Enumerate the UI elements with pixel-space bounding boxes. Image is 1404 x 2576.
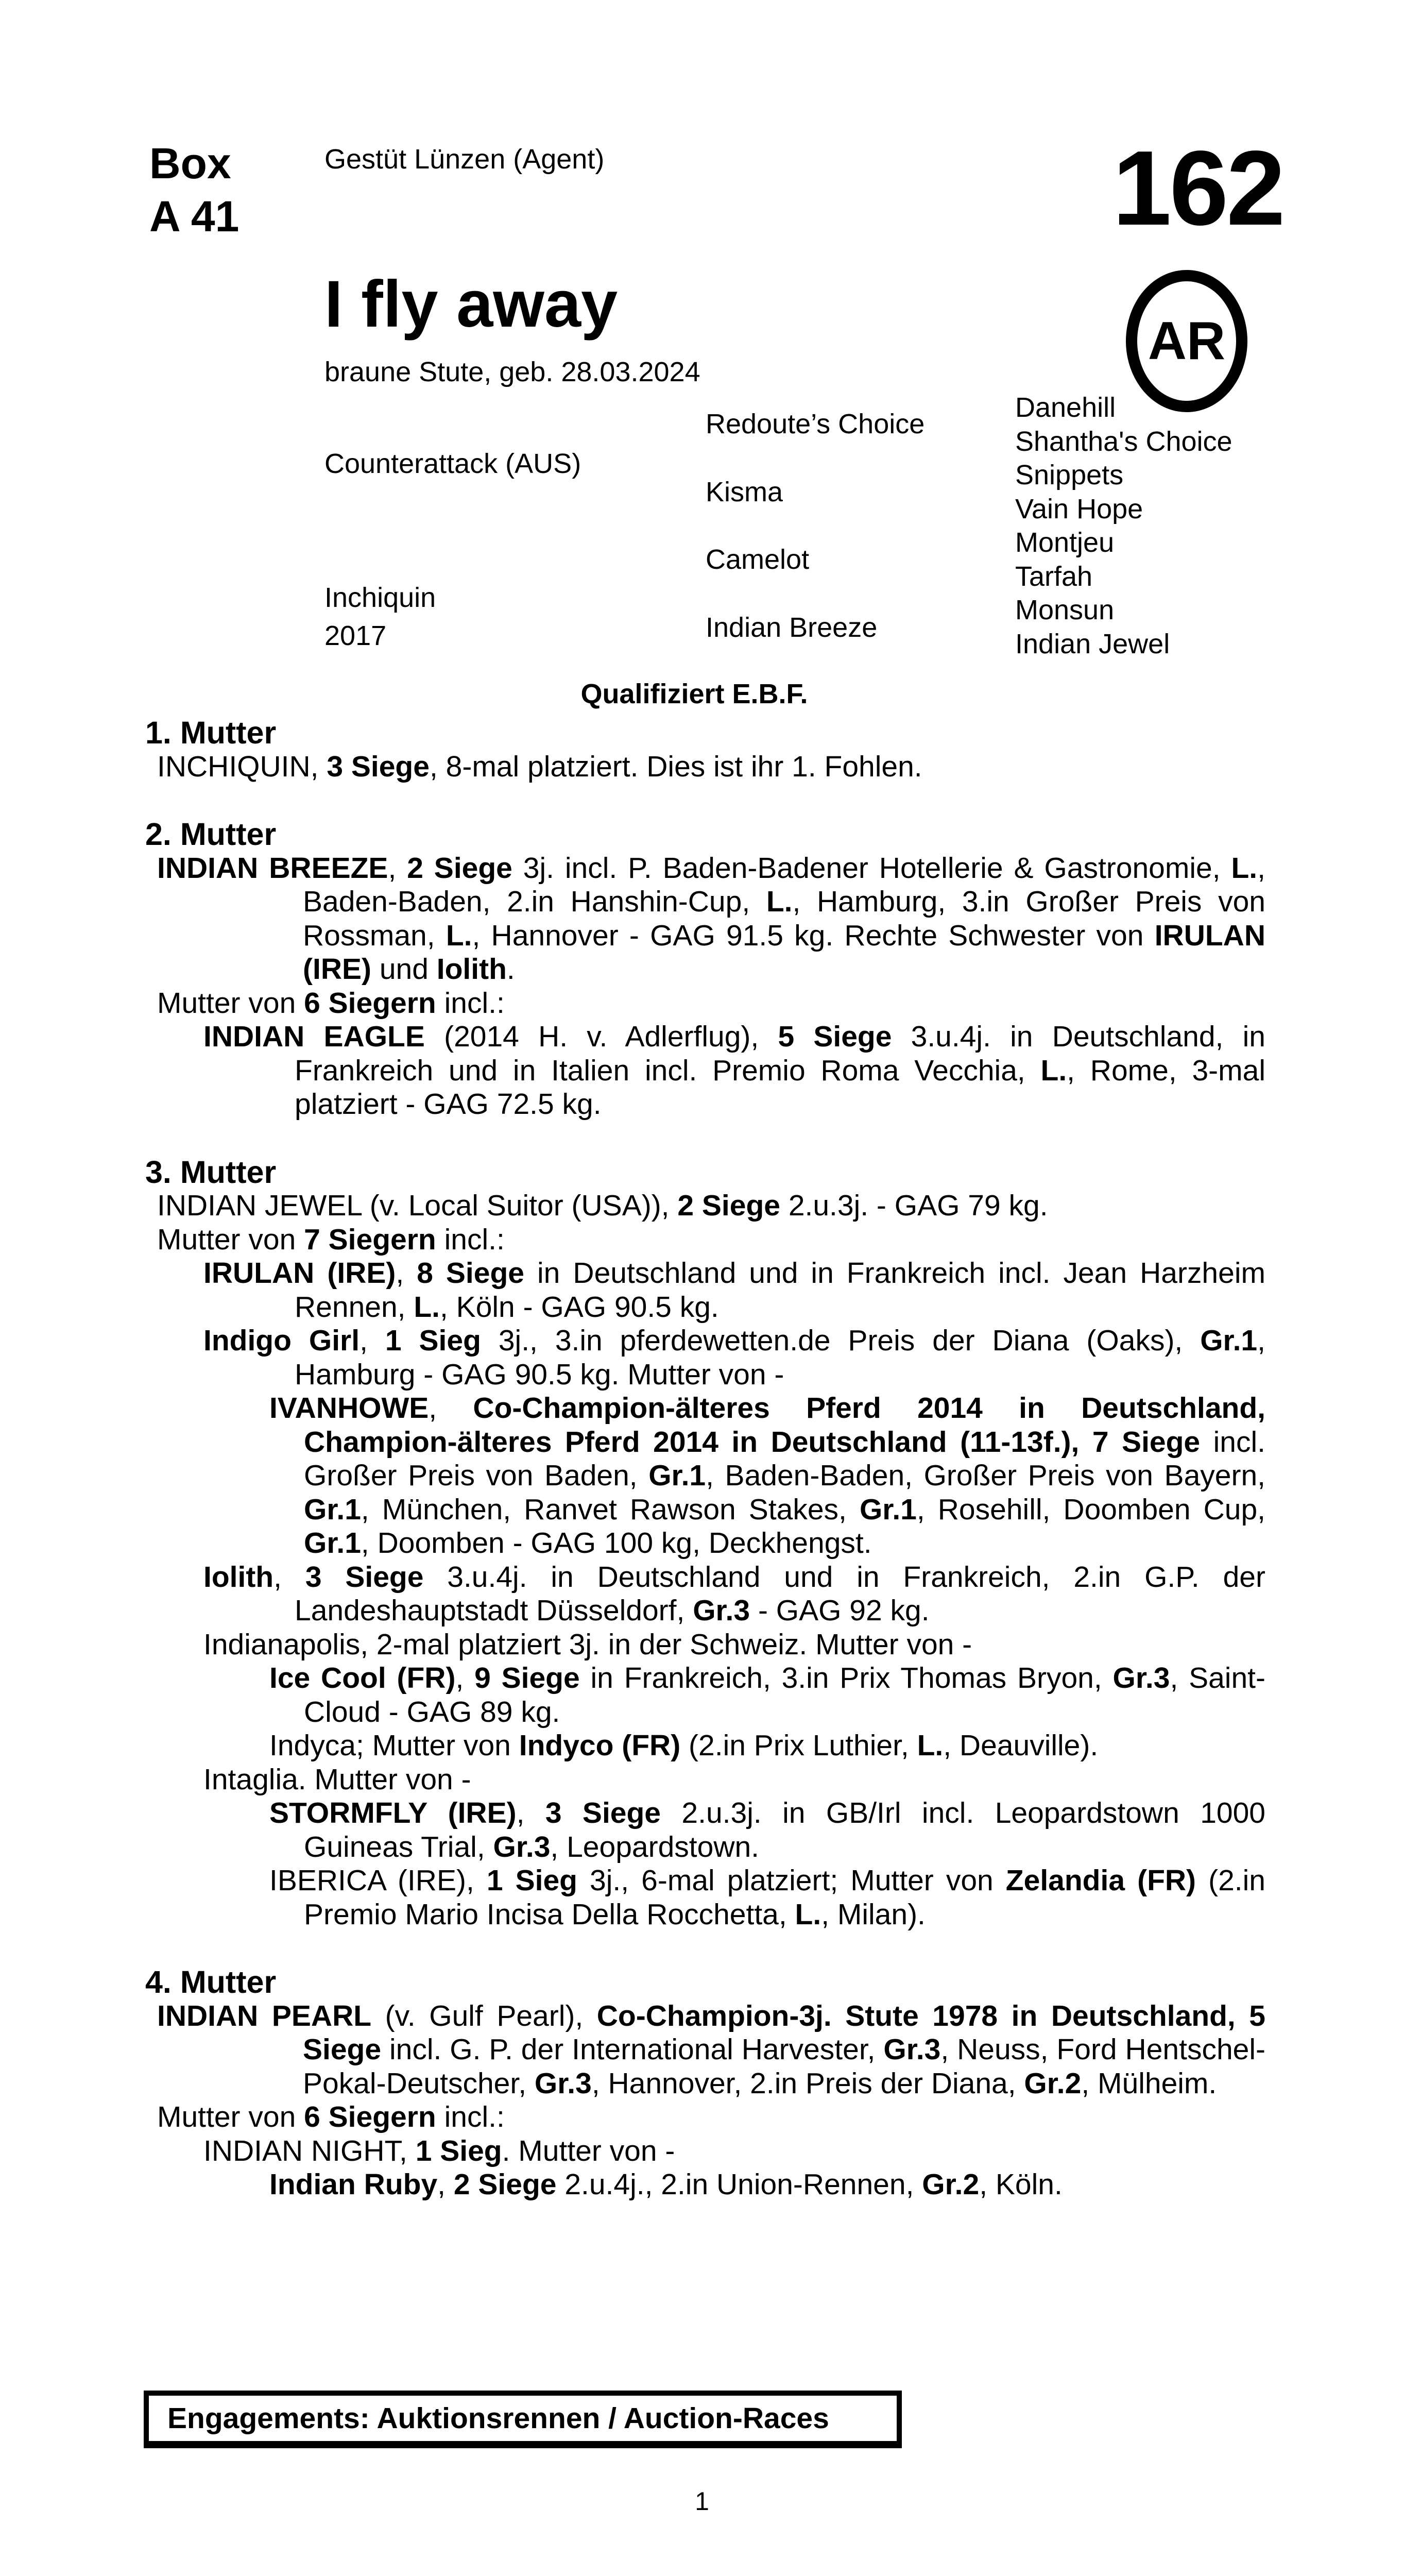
text-run: incl.: (436, 986, 505, 1020)
text-run: , (429, 1392, 473, 1425)
text-run: incl.: (436, 1223, 505, 1256)
pedigree-gen3: Tarfah (1015, 561, 1093, 592)
pedigree-entry (145, 2168, 1265, 2202)
text-run: 2.u.4j., 2.in Union-Rennen, (556, 2168, 922, 2201)
pedigree-entry (145, 1324, 1265, 1392)
text-run: Intaglia. Mutter von - (203, 1762, 471, 1796)
text-run: , (273, 1560, 305, 1594)
bold-text-run: Gr.1 (859, 1493, 917, 1526)
pedigree-entry (145, 1257, 1265, 1324)
section-mutter-2 (145, 818, 1265, 1122)
box-label: Box (149, 139, 231, 188)
text-run: Indyca; Mutter von (269, 1729, 519, 1762)
pedigree-dam: Inchiquin (324, 582, 436, 613)
pedigree-entry (145, 1662, 1265, 1729)
text-run: in Deutschland und in Frankreich incl. Jean Harzheim Rennen, (295, 1257, 1265, 1324)
text-run: , Baden-Baden, Großer Preis von Bayern, (706, 1459, 1265, 1492)
text-run: , Deauville). (943, 1729, 1099, 1762)
text-run: 3j., 6-mal platziert; Mutter von (577, 1864, 1006, 1897)
text-run: 2.u.3j. - GAG 79 kg. (780, 1189, 1048, 1222)
bold-text-run: L. (795, 1897, 821, 1931)
bold-text-run: Gr.1 (304, 1493, 361, 1526)
text-run: . (506, 953, 515, 986)
pedigree-entry (145, 1223, 1265, 1257)
horse-name: I fly away (324, 267, 618, 341)
bold-text-run: Co-Champion-älteres Pferd 2014 in Deutschland, Champion-älteres Pferd 2014 in Deutschland (11-13f.), 7 Siege (304, 1392, 1265, 1459)
pedigree-gen3: Monsun (1015, 595, 1115, 625)
bold-text-run: 3 Siege (305, 1560, 424, 1594)
pedigree-sire: Counterattack (AUS) (324, 448, 581, 479)
bold-text-run: 6 Siegern (304, 986, 436, 1020)
text-run: . Mutter von - (502, 2134, 675, 2167)
pedigree-entry (145, 2100, 1265, 2134)
text-run: , (388, 851, 407, 885)
bold-text-run: Zelandia (FR) (1005, 1864, 1196, 1897)
text-run: und (371, 953, 437, 986)
lot-number: 162 (1112, 129, 1283, 247)
text-run: , (455, 1662, 475, 1694)
text-run: , (359, 1324, 385, 1357)
bold-text-run: Indian Ruby (269, 2168, 438, 2201)
section-title: 2. Mutter (145, 817, 277, 852)
bold-text-run: Gr.3 (1112, 1662, 1170, 1694)
text-run: , Rome, 3-mal platziert - GAG 72.5 kg. (295, 1054, 1265, 1121)
bold-text-run: Gr.2 (922, 2168, 980, 2201)
pedigree-entry (145, 1999, 1265, 2101)
bold-text-run: INDIAN PEARL (157, 1999, 372, 2032)
bold-text-run: Gr.3 (534, 2066, 592, 2100)
pedigree-entry (145, 1628, 1265, 1662)
text-run: , Hamburg, 3.in Großer Preis von Rossman, (303, 885, 1265, 952)
qualification (0, 680, 1404, 708)
pedigree-entry (145, 750, 1265, 784)
text-run: (2.in Prix Luthier, (680, 1729, 917, 1762)
bold-text-run: 2 Siege (407, 851, 512, 885)
bold-text-run: 6 Siegern (304, 2100, 436, 2133)
text-run: INDIAN JEWEL (v. Local Suitor (USA)), (157, 1189, 678, 1222)
bold-text-run: Gr.3 (883, 2033, 941, 2066)
bold-text-run: Gr.1 (1200, 1324, 1258, 1357)
bold-text-run: IVANHOWE (269, 1392, 429, 1425)
text-run: , Neuss, Ford Hentschel-Pokal-Deutscher, (303, 2033, 1265, 2100)
text-run: Mutter von (157, 1223, 304, 1256)
pedigree-entry (145, 1729, 1265, 1763)
bold-text-run: IRULAN (IRE) (303, 919, 1265, 986)
pedigree-entry (145, 1864, 1265, 1931)
pedigree-gen3: Indian Jewel (1015, 629, 1170, 659)
pedigree-entry (145, 1763, 1265, 1797)
text-run: in Frankreich, 3.in Prix Thomas Bryon, (579, 1662, 1113, 1694)
pedigree-entry (145, 1189, 1265, 1223)
pedigree-entry (145, 1797, 1265, 1864)
pedigree-entry (145, 987, 1265, 1021)
pedigree-entry (145, 1020, 1265, 1122)
bold-text-run: 2 Siege (453, 2168, 557, 2201)
text-run: (2.in Premio Mario Incisa Della Rocchetta, (304, 1864, 1265, 1931)
bold-text-run: Gr.1 (648, 1459, 706, 1492)
section-mutter-1 (145, 716, 1265, 784)
pedigree-gen3: Snippets (1015, 460, 1124, 490)
text-run: , Köln. (979, 2168, 1063, 2201)
section-title: 1. Mutter (145, 715, 277, 750)
bold-text-run: INDIAN EAGLE (203, 1020, 425, 1053)
pedigree-entry (145, 1561, 1265, 1628)
horse-description: braune Stute, geb. 28.03.2024 (324, 357, 700, 387)
text-run: , Leopardstown. (550, 1830, 760, 1863)
bold-text-run: Ice Cool (FR) (269, 1662, 456, 1694)
auction-race-badge-icon (1126, 270, 1247, 412)
engagements-text: Engagements: Auktionsrennen / Auction-Races (167, 2402, 829, 2435)
bold-text-run: 3 Siege (327, 750, 430, 783)
text-run: incl.: (436, 2100, 505, 2133)
qualification-text: Qualifiziert E.B.F. (580, 679, 808, 709)
text-run: , (396, 1257, 417, 1290)
bold-text-run: L. (917, 1729, 944, 1762)
text-run: , München, Ranvet Rawson Stakes, (361, 1493, 860, 1526)
pedigree-dam-year: 2017 (324, 620, 387, 651)
bold-text-run: Gr.3 (693, 1594, 750, 1627)
pedigree-gen3: Montjeu (1015, 527, 1115, 558)
dam-line-sections (145, 716, 1265, 2202)
text-run: 3j. incl. P. Baden-Badener Hotellerie & Gastronomie, (512, 851, 1231, 885)
text-run: , Mülheim. (1081, 2066, 1217, 2100)
pedigree-gen3: Shantha's Choice (1015, 426, 1232, 457)
bold-text-run: Iolith (203, 1560, 274, 1594)
pedigree-sire-sire: Redoute’s Choice (706, 409, 925, 439)
pedigree-entry (145, 2134, 1265, 2168)
pedigree-sire-dam: Kisma (706, 477, 783, 507)
text-run: INDIAN NIGHT, (203, 2134, 416, 2167)
bold-text-run: L. (1040, 1054, 1067, 1087)
text-run: , Doomben - GAG 100 kg, Deckhengst. (361, 1527, 872, 1560)
section-mutter-3 (145, 1156, 1265, 1932)
pedigree-entry (145, 852, 1265, 987)
bold-text-run: 5 Siege (778, 1020, 892, 1053)
bold-text-run: 7 Siegern (304, 1223, 436, 1256)
text-run: , 8-mal platziert. Dies ist ihr 1. Fohlen. (429, 750, 922, 783)
pedigree-dam-sire: Camelot (706, 544, 810, 575)
text-run: , Milan). (821, 1897, 926, 1931)
text-run: 3.u.4j. in Deutschland und in Frankreich, 2.in G.P. der Landeshauptstadt Düsseldorf, (295, 1560, 1265, 1627)
text-run: Mutter von (157, 2100, 304, 2133)
text-run: , Hannover - GAG 91.5 kg. Rechte Schwester von (472, 919, 1155, 952)
text-run: IBERICA (IRE), (269, 1864, 487, 1897)
bold-text-run: 3 Siege (545, 1797, 661, 1829)
text-run: incl. Großer Preis von Baden, (304, 1425, 1265, 1492)
text-run: 2.u.3j. in GB/Irl incl. Leopardstown 1000 Guineas Trial, (304, 1797, 1265, 1863)
section-mutter-4 (145, 1965, 1265, 2202)
text-run: , Köln - GAG 90.5 kg. (440, 1290, 719, 1324)
text-run: INCHIQUIN, (157, 750, 327, 783)
bold-text-run: Gr.1 (304, 1527, 361, 1560)
page-number: 1 (695, 2487, 709, 2516)
text-run: (v. Gulf Pearl), (371, 1999, 597, 2032)
bold-text-run: L. (446, 919, 472, 952)
bold-text-run: L. (1231, 851, 1258, 885)
text-run: incl. G. P. der International Harvester, (381, 2033, 884, 2066)
bold-text-run: Indyco (FR) (519, 1729, 681, 1762)
text-run: , Baden-Baden, 2.in Hanshin-Cup, (303, 851, 1265, 918)
text-run: (2014 H. v. Adlerflug), (424, 1020, 778, 1053)
pedigree-gen3: Vain Hope (1015, 494, 1143, 524)
bold-text-run: Co-Champion-3j. Stute 1978 in Deutschland, 5 Siege (303, 1999, 1265, 2066)
text-run: Indianapolis, 2-mal platziert 3j. in der Schweiz. Mutter von - (203, 1628, 972, 1661)
bold-text-run: IRULAN (IRE) (203, 1257, 396, 1290)
bold-text-run: 8 Siege (417, 1257, 524, 1290)
text-run: , Hamburg - GAG 90.5 kg. Mutter von - (295, 1324, 1265, 1391)
bold-text-run: Gr.2 (1024, 2066, 1082, 2100)
bold-text-run: L. (766, 885, 793, 918)
bold-text-run: Gr.3 (493, 1830, 551, 1863)
bold-text-run: Iolith (436, 953, 507, 986)
badge-label: AR (1148, 311, 1226, 371)
pedigree-dam-dam: Indian Breeze (706, 612, 878, 643)
bold-text-run: 9 Siege (474, 1662, 580, 1694)
text-run: , (437, 2168, 454, 2201)
text-run: 3.u.4j. in Deutschland, in Frankreich und in Italien incl. Premio Roma Vecchia, (295, 1020, 1265, 1087)
pedigree-gen3: Danehill (1015, 392, 1116, 423)
section-title: 3. Mutter (145, 1154, 277, 1190)
section-title: 4. Mutter (145, 1964, 277, 1999)
text-run: Mutter von (157, 986, 304, 1020)
bold-text-run: INDIAN BREEZE (157, 851, 388, 885)
pedigree-entry (145, 1392, 1265, 1561)
engagements-box (144, 2391, 902, 2448)
text-run: , Rosehill, Doomben Cup, (916, 1493, 1265, 1526)
bold-text-run: STORMFLY (IRE) (269, 1797, 517, 1829)
box-number: A 41 (149, 192, 239, 241)
bold-text-run: 2 Siege (677, 1189, 780, 1222)
text-run: - GAG 92 kg. (750, 1594, 930, 1627)
consignor: Gestüt Lünzen (Agent) (324, 144, 605, 175)
bold-text-run: 1 Sieg (486, 1864, 577, 1897)
text-run: , (516, 1797, 545, 1829)
bold-text-run: 1 Sieg (385, 1324, 481, 1357)
bold-text-run: Indigo Girl (203, 1324, 360, 1357)
bold-text-run: 1 Sieg (415, 2134, 502, 2167)
text-run: 3j., 3.in pferdewetten.de Preis der Diana (Oaks), (481, 1324, 1201, 1357)
bold-text-run: L. (414, 1290, 440, 1324)
text-run: , Saint-Cloud - GAG 89 kg. (304, 1662, 1265, 1728)
text-run: , Hannover, 2.in Preis der Diana, (591, 2066, 1024, 2100)
